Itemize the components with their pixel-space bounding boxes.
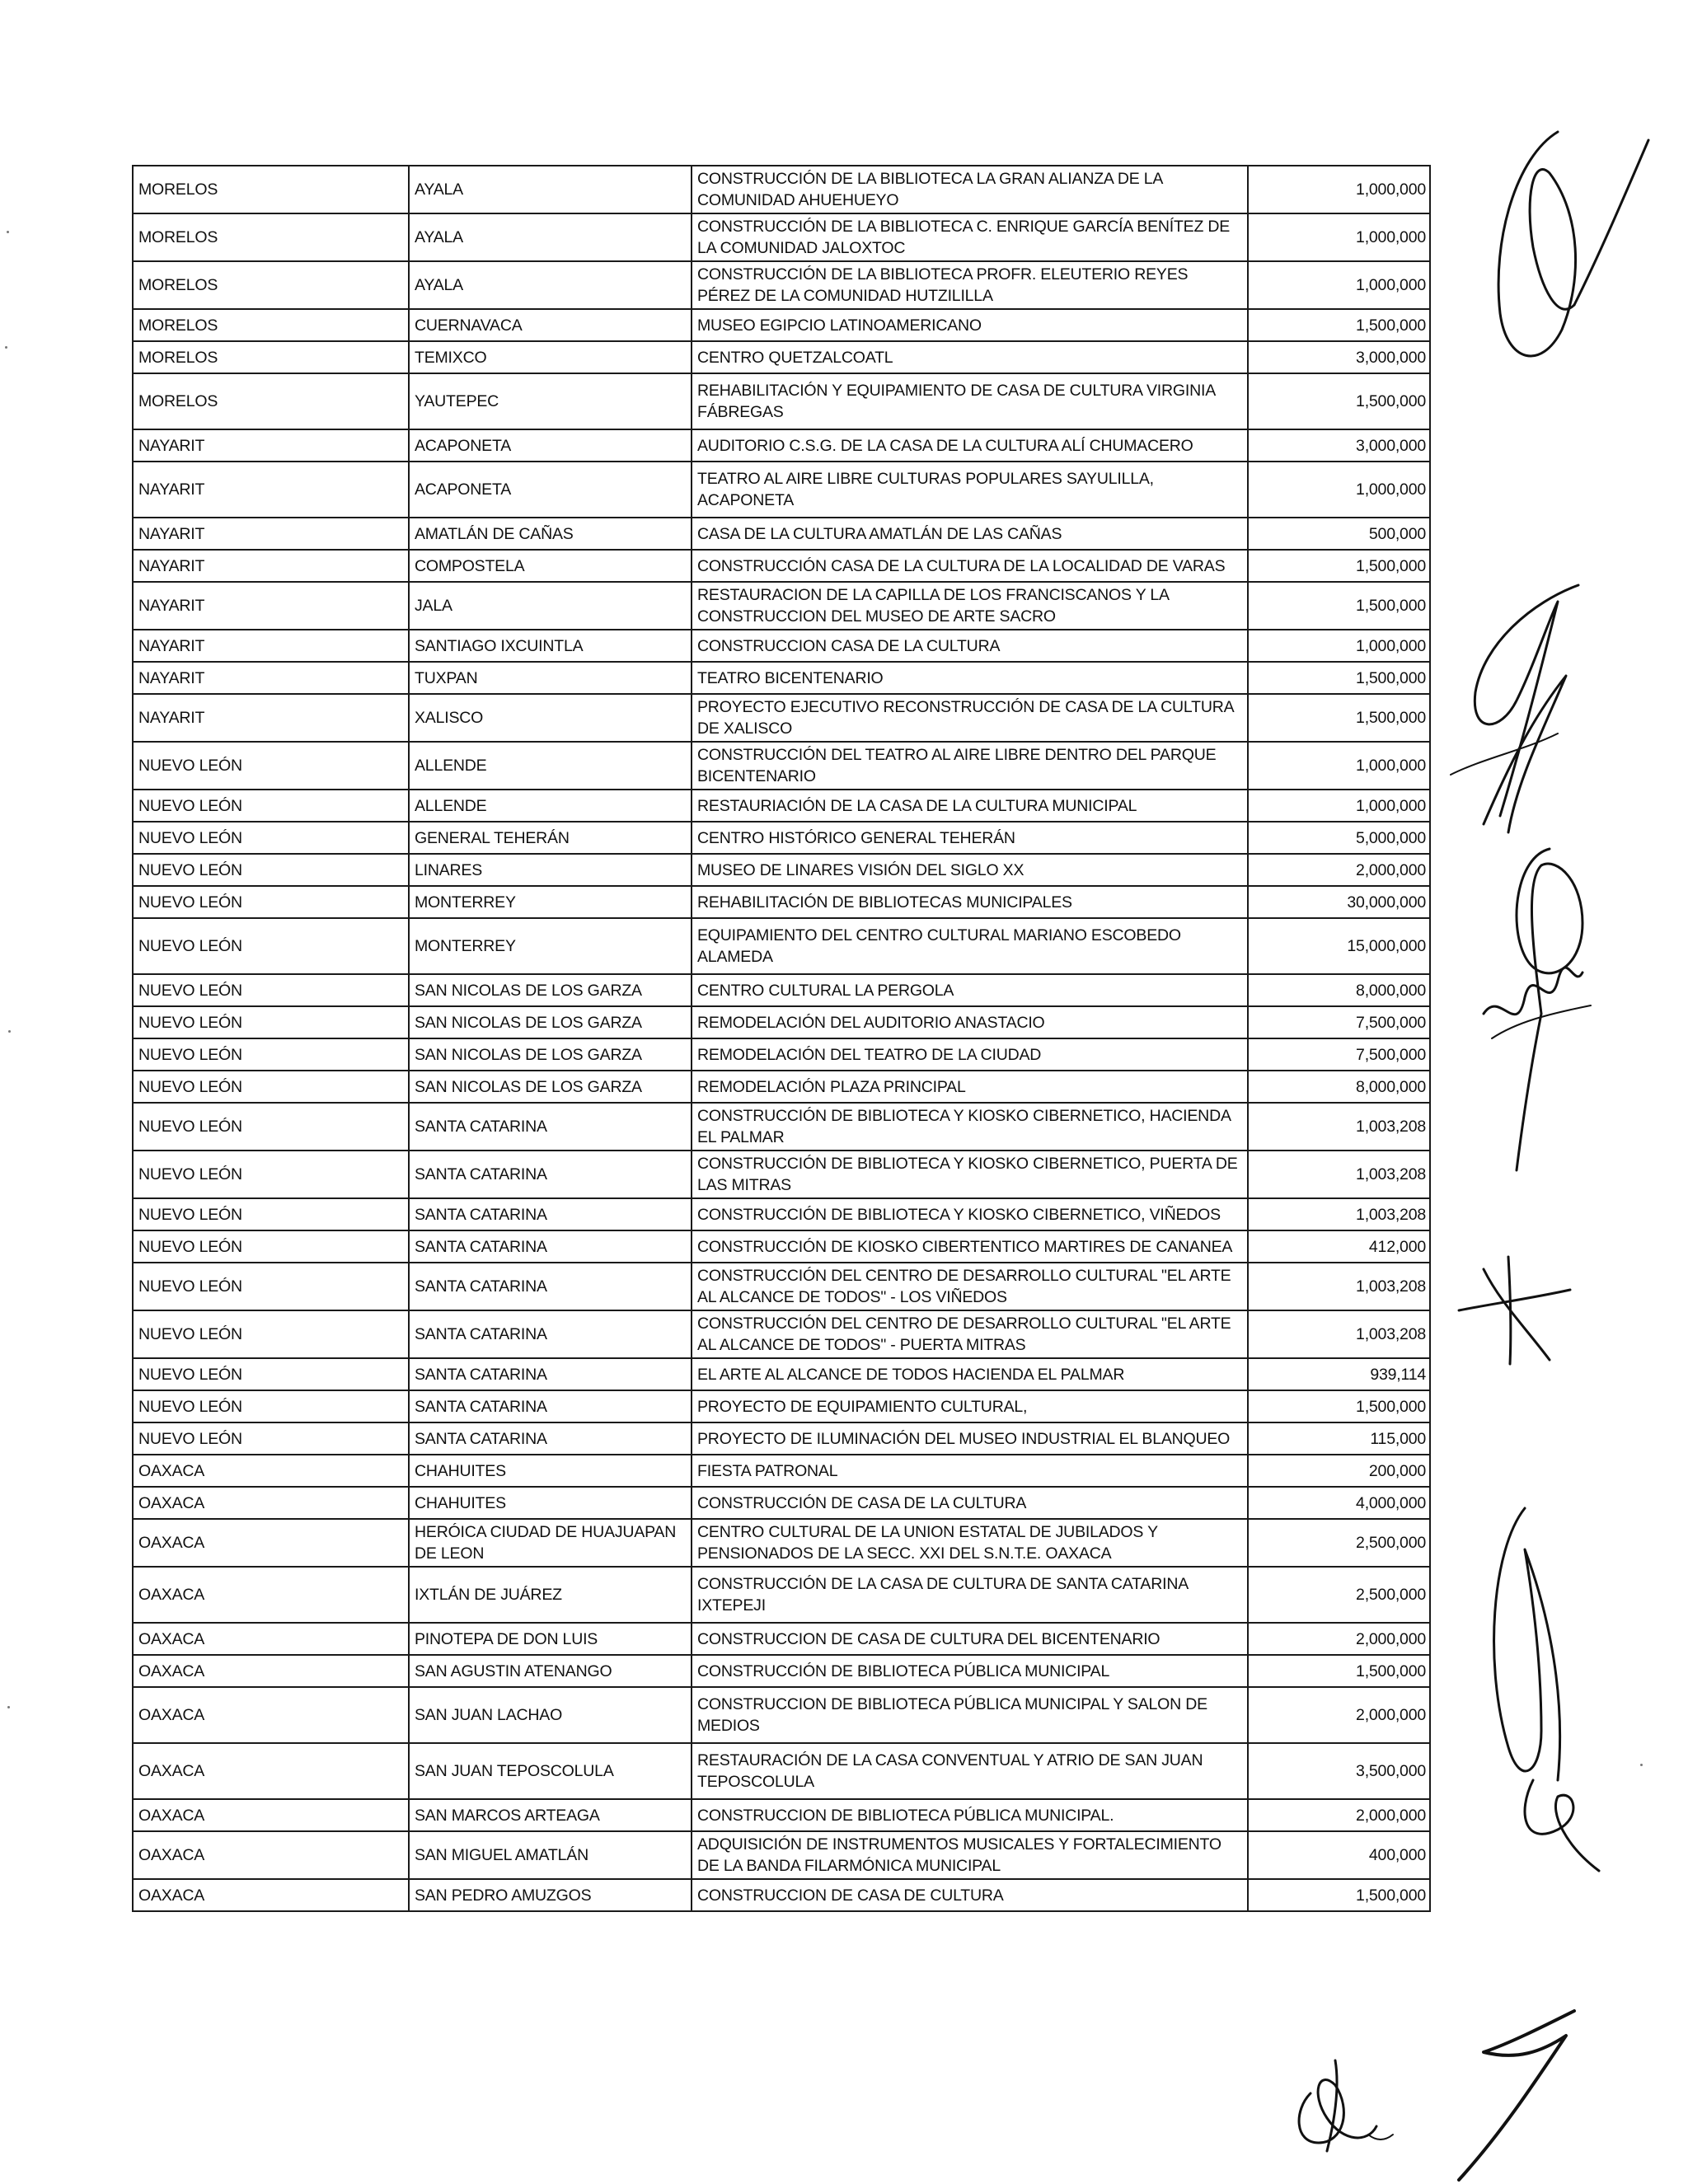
state-cell: NUEVO LEÓN [133,1310,409,1358]
amount-cell: 200,000 [1248,1455,1430,1487]
table-row [133,1151,1430,1198]
amount-cell: 1,003,208 [1248,1151,1430,1198]
municipality-cell: TUXPAN [409,662,692,694]
amount-cell: 7,500,000 [1248,1038,1430,1071]
project-cell: MUSEO EGIPCIO LATINOAMERICANO [692,309,1248,341]
municipality-cell: SANTA CATARINA [409,1358,692,1390]
state-cell: NUEVO LEÓN [133,742,409,790]
state-cell: MORELOS [133,213,409,261]
municipality-cell: CHAHUITES [409,1487,692,1519]
project-cell: REMODELACIÓN PLAZA PRINCIPAL [692,1071,1248,1103]
table-row [133,854,1430,886]
amount-cell: 412,000 [1248,1230,1430,1263]
table-row [133,1623,1430,1655]
state-cell: NUEVO LEÓN [133,1071,409,1103]
state-cell: NUEVO LEÓN [133,1358,409,1390]
state-cell: OAXACA [133,1743,409,1799]
amount-cell: 5,000,000 [1248,822,1430,854]
project-cell: RESTAURACION DE LA CAPILLA DE LOS FRANCISCANOS Y LA CONSTRUCCION DEL MUSEO DE ARTE SACRO [692,582,1248,630]
amount-cell: 1,000,000 [1248,742,1430,790]
project-cell: EL ARTE AL ALCANCE DE TODOS HACIENDA EL PALMAR [692,1358,1248,1390]
municipality-cell: CUERNAVACA [409,309,692,341]
amount-cell: 1,500,000 [1248,694,1430,742]
amount-cell: 8,000,000 [1248,974,1430,1006]
project-cell: CENTRO QUETZALCOATL [692,341,1248,373]
state-cell: NAYARIT [133,462,409,518]
municipality-cell: SAN NICOLAS DE LOS GARZA [409,1006,692,1038]
table-row [133,694,1430,742]
municipality-cell: HERÓICA CIUDAD DE HUAJUAPAN DE LEON [409,1519,692,1567]
municipality-cell: SANTA CATARINA [409,1103,692,1151]
municipality-cell: SANTA CATARINA [409,1230,692,1263]
state-cell: OAXACA [133,1799,409,1831]
municipality-cell: CHAHUITES [409,1455,692,1487]
state-cell: MORELOS [133,261,409,309]
project-cell: CONSTRUCCION CASA DE LA CULTURA [692,630,1248,662]
project-cell: CONSTRUCCIÓN DE BIBLIOTECA Y KIOSKO CIBERNETICO, VIÑEDOS [692,1198,1248,1230]
amount-cell: 2,500,000 [1248,1567,1430,1623]
project-cell: CONSTRUCCION DE BIBLIOTECA PÚBLICA MUNICIPAL. [692,1799,1248,1831]
state-cell: NAYARIT [133,518,409,550]
signature-mark-5 [1475,1500,1615,1879]
state-cell: NUEVO LEÓN [133,1006,409,1038]
table-row [133,1390,1430,1422]
municipality-cell: SAN NICOLAS DE LOS GARZA [409,1038,692,1071]
table-row [133,429,1430,462]
amount-cell: 1,003,208 [1248,1310,1430,1358]
project-cell: CASA DE LA CULTURA AMATLÁN DE LAS CAÑAS [692,518,1248,550]
project-cell: CONSTRUCCIÓN DE BIBLIOTECA PÚBLICA MUNICIPAL [692,1655,1248,1687]
amount-cell: 2,000,000 [1248,1623,1430,1655]
project-cell: CONSTRUCCIÓN DE BIBLIOTECA Y KIOSKO CIBERNETICO, PUERTA DE LAS MITRAS [692,1151,1248,1198]
municipality-cell: AMATLÁN DE CAÑAS [409,518,692,550]
project-cell: RESTAURACIÓN DE LA CASA CONVENTUAL Y ATRIO DE SAN JUAN TEPOSCOLULA [692,1743,1248,1799]
project-cell: CONSTRUCCION DE BIBLIOTECA PÚBLICA MUNICIPAL Y SALON DE MEDIOS [692,1687,1248,1743]
table-row [133,1198,1430,1230]
project-cell: CONSTRUCCION DE CASA DE CULTURA [692,1879,1248,1911]
amount-cell: 1,000,000 [1248,630,1430,662]
amount-cell: 1,500,000 [1248,1655,1430,1687]
amount-cell: 7,500,000 [1248,1006,1430,1038]
table-row [133,918,1430,974]
amount-cell: 1,000,000 [1248,213,1430,261]
state-cell: NUEVO LEÓN [133,918,409,974]
municipality-cell: JALA [409,582,692,630]
municipality-cell: SANTA CATARINA [409,1263,692,1310]
municipality-cell: SANTA CATARINA [409,1198,692,1230]
state-cell: NAYARIT [133,550,409,582]
municipality-cell: SANTA CATARINA [409,1390,692,1422]
project-cell: CONSTRUCCIÓN DE KIOSKO CIBERTENTICO MARTIRES DE CANANEA [692,1230,1248,1263]
municipality-cell: ALLENDE [409,742,692,790]
project-cell: CENTRO CULTURAL LA PERGOLA [692,974,1248,1006]
amount-cell: 115,000 [1248,1422,1430,1455]
state-cell: MORELOS [133,373,409,429]
table-row [133,213,1430,261]
municipality-cell: SAN NICOLAS DE LOS GARZA [409,974,692,1006]
amount-cell: 500,000 [1248,518,1430,550]
state-cell: NAYARIT [133,630,409,662]
signature-mark-3 [1467,824,1624,1170]
table-row [133,166,1430,213]
project-cell: REHABILITACIÓN Y EQUIPAMIENTO DE CASA DE CULTURA VIRGINIA FÁBREGAS [692,373,1248,429]
state-cell: NUEVO LEÓN [133,974,409,1006]
municipality-cell: MONTERREY [409,918,692,974]
project-cell: CONSTRUCCIÓN DE LA BIBLIOTECA PROFR. ELEUTERIO REYES PÉREZ DE LA COMUNIDAD HUTZILILLA [692,261,1248,309]
amount-cell: 30,000,000 [1248,886,1430,918]
signature-mark-2 [1434,569,1599,841]
municipality-cell: SAN PEDRO AMUZGOS [409,1879,692,1911]
amount-cell: 2,500,000 [1248,1519,1430,1567]
municipality-cell: AYALA [409,213,692,261]
project-cell: CONSTRUCCIÓN DE LA BIBLIOTECA C. ENRIQUE GARCÍA BENÍTEZ DE LA COMUNIDAD JALOXTOC [692,213,1248,261]
state-cell: NAYARIT [133,694,409,742]
project-cell: FIESTA PATRONAL [692,1455,1248,1487]
amount-cell: 1,500,000 [1248,309,1430,341]
table-row [133,886,1430,918]
table-row [133,822,1430,854]
project-cell: RESTAURIACIÓN DE LA CASA DE LA CULTURA MUNICIPAL [692,790,1248,822]
table-row [133,309,1430,341]
table-row [133,1006,1430,1038]
table-row [133,790,1430,822]
amount-cell: 15,000,000 [1248,918,1430,974]
state-cell: NUEVO LEÓN [133,1151,409,1198]
state-cell: OAXACA [133,1487,409,1519]
amount-cell: 1,500,000 [1248,1879,1430,1911]
state-cell: OAXACA [133,1831,409,1879]
amount-cell: 3,000,000 [1248,429,1430,462]
project-cell: EQUIPAMIENTO DEL CENTRO CULTURAL MARIANO ESCOBEDO ALAMEDA [692,918,1248,974]
scan-speck [1640,1764,1643,1766]
project-cell: ADQUISICIÓN DE INSTRUMENTOS MUSICALES Y FORTALECIMIENTO DE LA BANDA FILARMÓNICA MUNICIPAL [692,1831,1248,1879]
municipality-cell: SAN JUAN TEPOSCOLULA [409,1743,692,1799]
amount-cell: 1,000,000 [1248,462,1430,518]
table-row [133,662,1430,694]
scan-speck [7,1706,10,1708]
state-cell: NAYARIT [133,662,409,694]
project-cell: TEATRO BICENTENARIO [692,662,1248,694]
municipality-cell: IXTLÁN DE JUÁREZ [409,1567,692,1623]
municipality-cell: GENERAL TEHERÁN [409,822,692,854]
municipality-cell: XALISCO [409,694,692,742]
municipality-cell: SAN MIGUEL AMATLÁN [409,1831,692,1879]
table-row [133,373,1430,429]
table-row [133,1230,1430,1263]
state-cell: NUEVO LEÓN [133,1263,409,1310]
table-row [133,341,1430,373]
table-row [133,1071,1430,1103]
municipality-cell: SAN MARCOS ARTEAGA [409,1799,692,1831]
amount-cell: 1,500,000 [1248,373,1430,429]
table-row [133,1519,1430,1567]
table-row [133,1487,1430,1519]
municipality-cell: SANTA CATARINA [409,1422,692,1455]
municipality-cell: SANTA CATARINA [409,1310,692,1358]
state-cell: OAXACA [133,1879,409,1911]
state-cell: NUEVO LEÓN [133,1198,409,1230]
amount-cell: 939,114 [1248,1358,1430,1390]
amount-cell: 1,000,000 [1248,261,1430,309]
table-row [133,550,1430,582]
signature-mark-4 [1451,1253,1574,1368]
state-cell: OAXACA [133,1655,409,1687]
amount-cell: 4,000,000 [1248,1487,1430,1519]
project-cell: CONSTRUCCIÓN DE LA CASA DE CULTURA DE SANTA CATARINA IXTEPEJI [692,1567,1248,1623]
state-cell: MORELOS [133,341,409,373]
project-cell: TEATRO AL AIRE LIBRE CULTURAS POPULARES SAYULILLA, ACAPONETA [692,462,1248,518]
state-cell: OAXACA [133,1519,409,1567]
state-cell: MORELOS [133,309,409,341]
state-cell: NUEVO LEÓN [133,1038,409,1071]
state-cell: OAXACA [133,1567,409,1623]
project-cell: MUSEO DE LINARES VISIÓN DEL SIGLO XX [692,854,1248,886]
project-cell: CONSTRUCCIÓN CASA DE LA CULTURA DE LA LOCALIDAD DE VARAS [692,550,1248,582]
amount-cell: 2,000,000 [1248,1799,1430,1831]
state-cell: NAYARIT [133,582,409,630]
state-cell: NUEVO LEÓN [133,854,409,886]
municipality-cell: SANTIAGO IXCUINTLA [409,630,692,662]
amount-cell: 3,000,000 [1248,341,1430,373]
project-cell: CONSTRUCCIÓN DE LA BIBLIOTECA LA GRAN ALIANZA DE LA COMUNIDAD AHUEHUEYO [692,166,1248,213]
project-cell: CENTRO HISTÓRICO GENERAL TEHERÁN [692,822,1248,854]
table-row [133,1422,1430,1455]
municipality-cell: COMPOSTELA [409,550,692,582]
table-row [133,1743,1430,1799]
table-row [133,582,1430,630]
municipality-cell: ACAPONETA [409,462,692,518]
state-cell: OAXACA [133,1455,409,1487]
table-row [133,261,1430,309]
table-row [133,1263,1430,1310]
amount-cell: 1,500,000 [1248,1390,1430,1422]
scan-speck [7,231,9,233]
municipality-cell: AYALA [409,166,692,213]
amount-cell: 2,000,000 [1248,1687,1430,1743]
municipality-cell: SAN NICOLAS DE LOS GARZA [409,1071,692,1103]
project-cell: CONSTRUCCIÓN DE BIBLIOTECA Y KIOSKO CIBERNETICO, HACIENDA EL PALMAR [692,1103,1248,1151]
project-cell: AUDITORIO C.S.G. DE LA CASA DE LA CULTURA ALÍ CHUMACERO [692,429,1248,462]
amount-cell: 1,500,000 [1248,582,1430,630]
municipality-cell: YAUTEPEC [409,373,692,429]
municipality-cell: LINARES [409,854,692,886]
state-cell: MORELOS [133,166,409,213]
state-cell: NUEVO LEÓN [133,790,409,822]
project-cell: CENTRO CULTURAL DE LA UNION ESTATAL DE JUBILADOS Y PENSIONADOS DE LA SECC. XXI DEL S.N.T.E. OAXACA [692,1519,1248,1567]
signature-mark-6 [1451,2003,1591,2184]
table-row [133,1358,1430,1390]
project-cell: REMODELACIÓN DEL AUDITORIO ANASTACIO [692,1006,1248,1038]
initials-mark [1278,2044,1401,2159]
municipality-cell: ACAPONETA [409,429,692,462]
table-row [133,1103,1430,1151]
state-cell: OAXACA [133,1623,409,1655]
state-cell: NUEVO LEÓN [133,886,409,918]
amount-cell: 1,000,000 [1248,790,1430,822]
state-cell: NUEVO LEÓN [133,822,409,854]
amount-cell: 1,500,000 [1248,662,1430,694]
municipality-cell: MONTERREY [409,886,692,918]
municipality-cell: AYALA [409,261,692,309]
project-cell: CONSTRUCCIÓN DE CASA DE LA CULTURA [692,1487,1248,1519]
table-row [133,1879,1430,1911]
amount-cell: 8,000,000 [1248,1071,1430,1103]
project-cell: CONSTRUCCIÓN DEL CENTRO DE DESARROLLO CULTURAL "EL ARTE AL ALCANCE DE TODOS" - LOS VIÑEDOS [692,1263,1248,1310]
project-cell: CONSTRUCCION DE CASA DE CULTURA DEL BICENTENARIO [692,1623,1248,1655]
amount-cell: 1,003,208 [1248,1198,1430,1230]
amount-cell: 2,000,000 [1248,854,1430,886]
state-cell: NAYARIT [133,429,409,462]
project-cell: REHABILITACIÓN DE BIBLIOTECAS MUNICIPALES [692,886,1248,918]
amount-cell: 1,003,208 [1248,1263,1430,1310]
amount-cell: 1,003,208 [1248,1103,1430,1151]
project-cell: CONSTRUCCIÓN DEL CENTRO DE DESARROLLO CULTURAL "EL ARTE AL ALCANCE DE TODOS" - PUERTA MITRAS [692,1310,1248,1358]
state-cell: NUEVO LEÓN [133,1230,409,1263]
amount-cell: 1,000,000 [1248,166,1430,213]
table-row [133,630,1430,662]
municipality-cell: PINOTEPA DE DON LUIS [409,1623,692,1655]
project-cell: PROYECTO DE EQUIPAMIENTO CULTURAL, [692,1390,1248,1422]
state-cell: NUEVO LEÓN [133,1422,409,1455]
budget-table [132,165,1431,1912]
project-cell: REMODELACIÓN DEL TEATRO DE LA CIUDAD [692,1038,1248,1071]
table-row [133,974,1430,1006]
amount-cell: 1,500,000 [1248,550,1430,582]
table-row [133,518,1430,550]
municipality-cell: SAN AGUSTIN ATENANGO [409,1655,692,1687]
municipality-cell: SANTA CATARINA [409,1151,692,1198]
scan-speck [8,1030,11,1033]
scan-speck [5,346,7,349]
table-row [133,1310,1430,1358]
project-cell: PROYECTO DE ILUMINACIÓN DEL MUSEO INDUSTRIAL EL BLANQUEO [692,1422,1248,1455]
state-cell: NUEVO LEÓN [133,1390,409,1422]
municipality-cell: SAN JUAN LACHAO [409,1687,692,1743]
table-body [133,166,1430,1911]
state-cell: NUEVO LEÓN [133,1103,409,1151]
table-row [133,1567,1430,1623]
amount-cell: 400,000 [1248,1831,1430,1879]
table-row [133,1831,1430,1879]
table-row [133,462,1430,518]
project-cell: PROYECTO EJECUTIVO RECONSTRUCCIÓN DE CASA DE LA CULTURA DE XALISCO [692,694,1248,742]
amount-cell: 3,500,000 [1248,1743,1430,1799]
table-row [133,1038,1430,1071]
signature-mark-1 [1484,124,1657,379]
municipality-cell: TEMIXCO [409,341,692,373]
table-row [133,1655,1430,1687]
table-row [133,1687,1430,1743]
table-row [133,1455,1430,1487]
table-row [133,1799,1430,1831]
project-cell: CONSTRUCCIÓN DEL TEATRO AL AIRE LIBRE DENTRO DEL PARQUE BICENTENARIO [692,742,1248,790]
municipality-cell: ALLENDE [409,790,692,822]
table-row [133,742,1430,790]
state-cell: OAXACA [133,1687,409,1743]
